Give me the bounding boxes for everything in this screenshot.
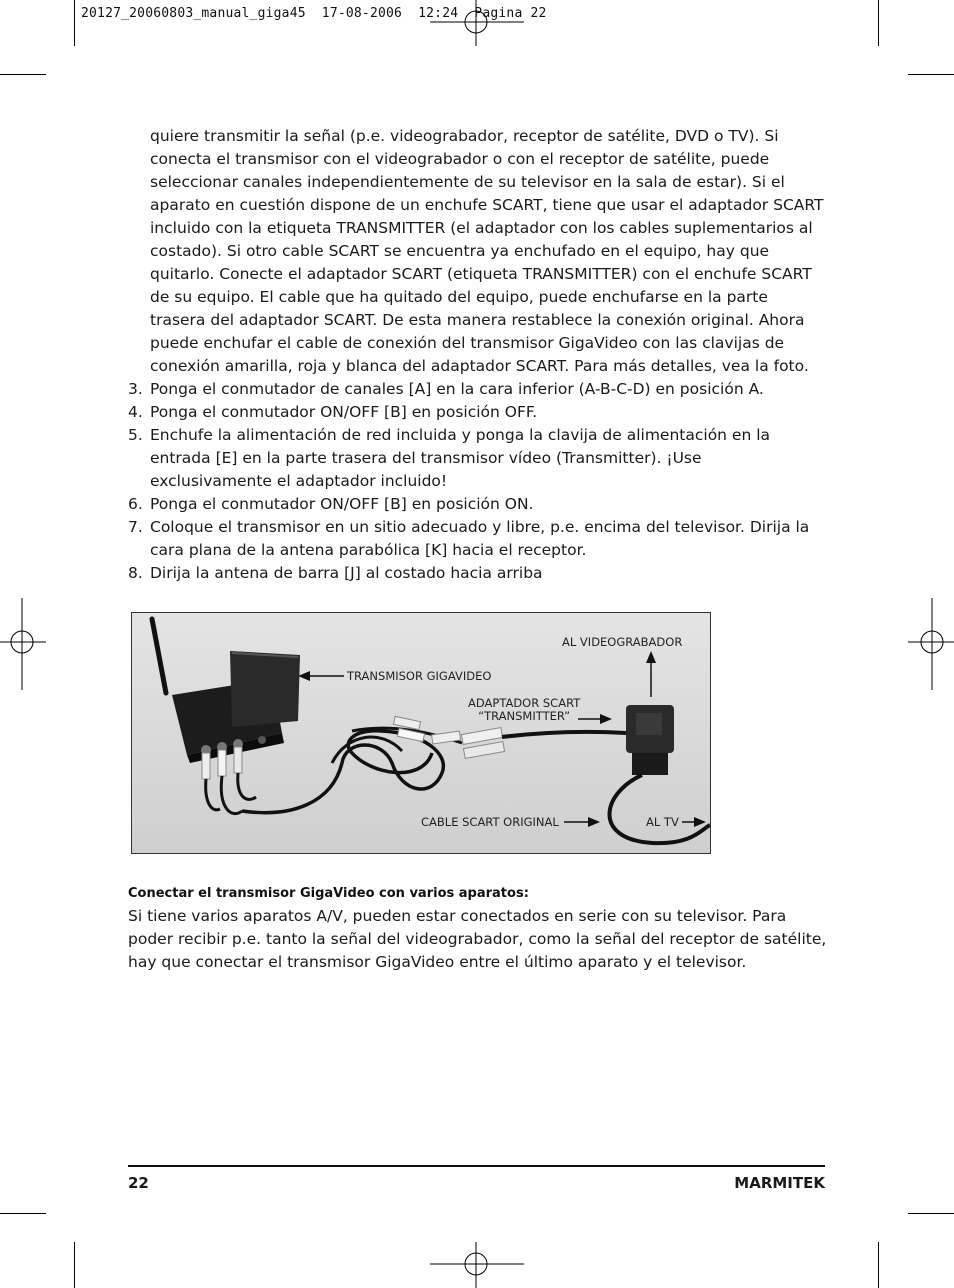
list-item: 4. Ponga el conmutador ON/OFF [B] en posición OFF. — [128, 403, 538, 421]
crop-mark — [908, 1213, 954, 1214]
list-item: 6. Ponga el conmutador ON/OFF [B] en posición ON. — [128, 495, 534, 513]
page-number: 22 — [128, 1174, 149, 1192]
label-adapter: ADAPTADOR SCART “TRANSMITTER” — [468, 696, 581, 723]
list-item: 8. Dirija la antena de barra [J] al costado hacia arriba — [128, 564, 543, 582]
crop-mark — [878, 1242, 879, 1288]
footer-rule — [128, 1165, 825, 1167]
registration-mark-top — [430, 0, 524, 46]
registration-mark-bottom — [430, 1242, 524, 1288]
crop-mark — [0, 74, 46, 75]
crop-mark — [878, 0, 879, 46]
print-header: 20127_20060803_manual_giga45 17-08-2006 12:24 Pagina 22 — [81, 6, 547, 21]
crop-mark — [74, 1242, 75, 1288]
continuation-paragraph: quiere transmitir la señal (p.e. videograbador, receptor de satélite, DVD o TV). Si conecta el transmisor con el videograbador o con el receptor de satélite, puede seleccionar canales independientemente de su televisor en la sala de estar). Si el aparato en cuestión dispone de un enchufe SCART, tiene que usar el adaptador SCART incluido con la etiqueta TRANSMITTER (el adaptador con los cables suplementarios al costado). Si otro cable SCART se encuentra ya enchufado en el equipo, hay que quitarlo. Conecte el adaptador SCART (etiqueta TRANSMITTER) con el enchufe SCART de su equipo. El cable que ha quitado del equipo, puede enchufarse en la parte trasera del adaptador SCART. De esta manera restablece la conexión original. Ahora puede enchufar el cable de conexión del transmisor GigaVideo con las clavijas de conexión amarilla, roja y blanca del adaptador SCART. Para más detalles, vea la foto. — [150, 127, 824, 375]
crop-mark — [908, 74, 954, 75]
crop-mark — [74, 0, 75, 46]
list-item: 7. Coloque el transmisor en un sitio adecuado y libre, p.e. encima del televisor. Dirija la cara plana de la antena parabólica [K] hacia el receptor. — [128, 518, 810, 559]
section-heading: Conectar el transmisor GigaVideo con varios aparatos: — [128, 886, 529, 901]
connection-photo — [131, 612, 711, 854]
registration-mark-right — [908, 598, 954, 690]
section-body: Si tiene varios aparatos A/V, pueden estar conectados en serie con su televisor. Para poder recibir p.e. tanto la señal del videograbador, como la señal del receptor de satélite, hay que conectar el transmisor GigaVideo entre el último aparato y el televisor. — [128, 907, 827, 971]
label-transmitter: TRANSMISOR GIGAVIDEO — [347, 669, 492, 683]
crop-mark — [0, 1213, 46, 1214]
brand-name: MARMITEK — [734, 1174, 825, 1192]
instructions-block — [128, 125, 828, 585]
steps-list — [128, 378, 828, 585]
label-vcr: AL VIDEOGRABADOR — [562, 635, 683, 649]
list-item: 5. Enchufe la alimentación de red incluida y ponga la clavija de alimentación en la entrada [E] en la parte trasera del transmisor vídeo (Transmitter). ¡Use exclusivamente el adaptador incluido! — [128, 426, 771, 490]
registration-mark-left — [0, 598, 46, 690]
label-cable: CABLE SCART ORIGINAL — [421, 815, 559, 829]
label-tv: AL TV — [646, 815, 679, 829]
list-item: 3. Ponga el conmutador de canales [A] en la cara inferior (A-B-C-D) en posición A. — [128, 380, 764, 398]
